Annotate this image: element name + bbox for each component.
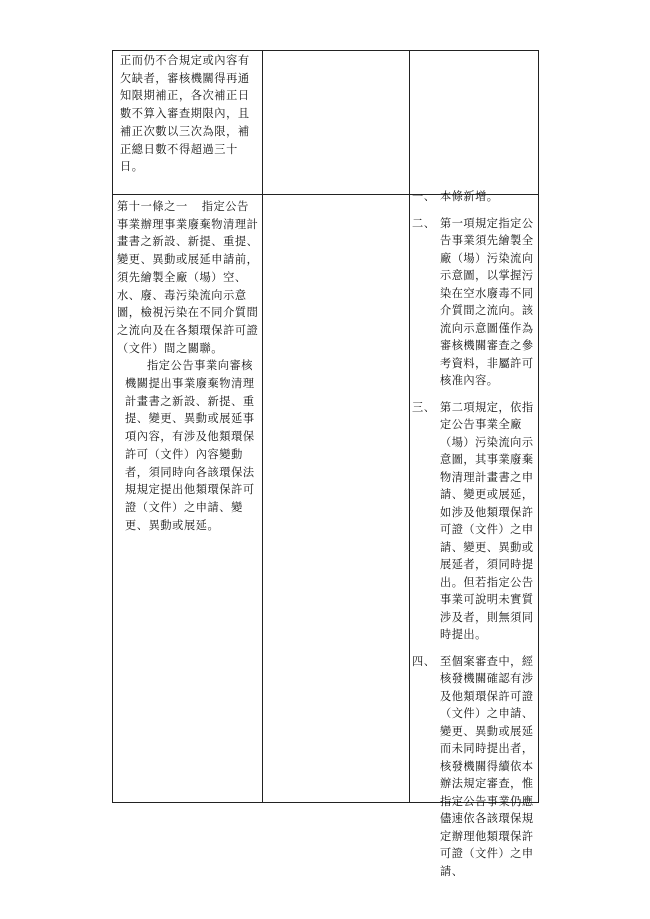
table-border-top: [112, 50, 539, 51]
article-paragraph-2: 指定公告事業向審核機關提出事業廢棄物清理計畫書之新設、新提、重提、變更、異動或展延事項內容，有涉及他類環保許可（文件）內容變動者，須同時向各該環保法規規定提出他類環保許可證（文件）之申請、變更、異動或展延。: [125, 359, 255, 532]
table-border-col2: [409, 50, 410, 803]
table-border-left: [112, 50, 113, 803]
article-paragraph-1: 指定公告事業辦理事業廢棄物清理計畫書之新設、新提、重提、變更、異動或展延申請前，須先繪製全廠（場）空、水、廢、毒污染流向示意圖，檢視污染在不同介質間之流向及在各類環保許可證（文件）間之關聯。: [117, 200, 259, 355]
article-11-1-cell: [117, 198, 259, 598]
explanation-text: 本條新增。: [440, 190, 499, 203]
explanation-item: [412, 399, 540, 644]
explanation-number: 三、: [412, 400, 436, 414]
explanation-item: [412, 653, 540, 881]
article-heading: 第十一條之一: [117, 200, 188, 213]
explanation-number: 一、: [412, 190, 436, 203]
explanation-cell: [412, 188, 540, 878]
explanation-text: 第二項規定，依指定公告事業全廠（場）污染流向示意圖，其事業廢棄物清理計畫書之申請、變更或展延，如涉及他類環保許可證（文件）之申請、變更、異動或展延者，須同時提出。但若指定公告事業可說明未實質涉及者，則無須同時提出。: [440, 400, 534, 641]
continued-provision-text: 正而仍不合規定或內容有欠缺者，審核機關得再通知限期補正，各次補正日數不算入審查期限內，且補正次數以三次為限，補正總日數不得超過三十日。: [120, 54, 250, 174]
explanation-number: 二、: [412, 216, 436, 230]
explanation-number: 四、: [412, 654, 436, 668]
explanation-text: 至個案審查中，經核發機關確認有涉及他類環保許可證（文件）之申請、變更、異動或展延而未同時提出者，核發機關得續依本辦法規定審查，惟指定公告事業仍應儘速依各該環保規定辦理他類環保許可證（文件）之申請、: [440, 654, 534, 878]
explanation-text: 第一項規定指定公告事業須先繪製全廠（場）污染流向示意圖，以掌握污染在空水廢毒不同介質間之流向。該流向示意圖僅作為審核機關審查之參考資料，非屬許可核准內容。: [440, 216, 534, 387]
table-border-col1: [262, 50, 263, 803]
explanation-item: [412, 188, 540, 206]
explanation-item: [412, 215, 540, 390]
continued-provision-cell: [120, 52, 258, 194]
